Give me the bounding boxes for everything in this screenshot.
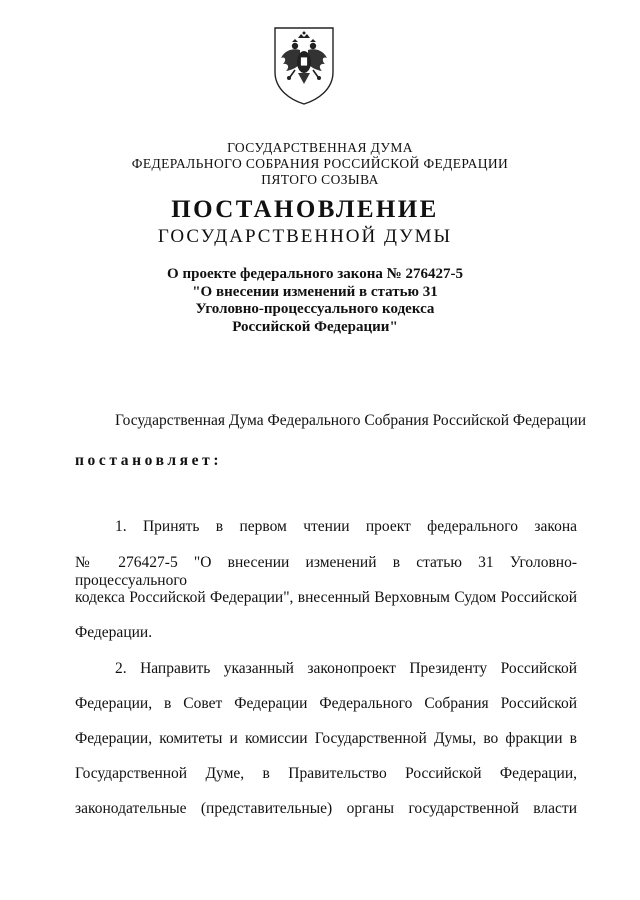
header-line-1: ГОСУДАРСТВЕННАЯ ДУМА bbox=[227, 140, 413, 155]
resolution-subject bbox=[150, 266, 480, 336]
decree-word: постановляет: bbox=[75, 452, 223, 469]
intro-paragraph: Государственная Дума Федерального Собрания Российской Федерации bbox=[115, 412, 587, 429]
body-line: Федерации, в Совет Федерации Федерального Собрания Российской bbox=[75, 695, 577, 712]
body-line: законодательные (представительные) органы государственной власти bbox=[75, 800, 577, 817]
subject-line-4: Российской Федерации" bbox=[232, 318, 398, 335]
header-line-2: ФЕДЕРАЛЬНОГО СОБРАНИЯ РОССИЙСКОЙ ФЕДЕРАЦИИ bbox=[131, 156, 509, 171]
body-line: Федерации, комитеты и комиссии Государственной Думы, во фракции в bbox=[75, 730, 577, 747]
body-line: 1. Принять в первом чтении проект федерального закона bbox=[115, 518, 577, 535]
header-line-3: ПЯТОГО СОЗЫВА bbox=[261, 172, 379, 187]
body-line: № 276427-5 "О внесении изменений в статью 31 Уголовно-процессуального bbox=[75, 554, 577, 589]
body-line: Федерации. bbox=[75, 624, 153, 641]
subject-line-2: "О внесении изменений в статью 31 bbox=[192, 283, 438, 300]
coat-of-arms-icon bbox=[271, 26, 337, 106]
subject-line-3: Уголовно-процессуального кодекса bbox=[195, 301, 435, 317]
subject-line-1: О проекте федерального закона № 276427-5 bbox=[167, 266, 463, 282]
body-line: кодекса Российской Федерации", внесенный Верховным Судом Российской bbox=[75, 589, 577, 606]
document-subtitle: ГОСУДАРСТВЕННОЙ ДУМЫ bbox=[157, 226, 453, 247]
body-line: 2. Направить указанный законопроект Президенту Российской bbox=[115, 660, 577, 677]
body-line: Государственной Думе, в Правительство Российской Федерации, bbox=[75, 765, 577, 782]
document-title: ПОСТАНОВЛЕНИЕ bbox=[171, 196, 439, 223]
